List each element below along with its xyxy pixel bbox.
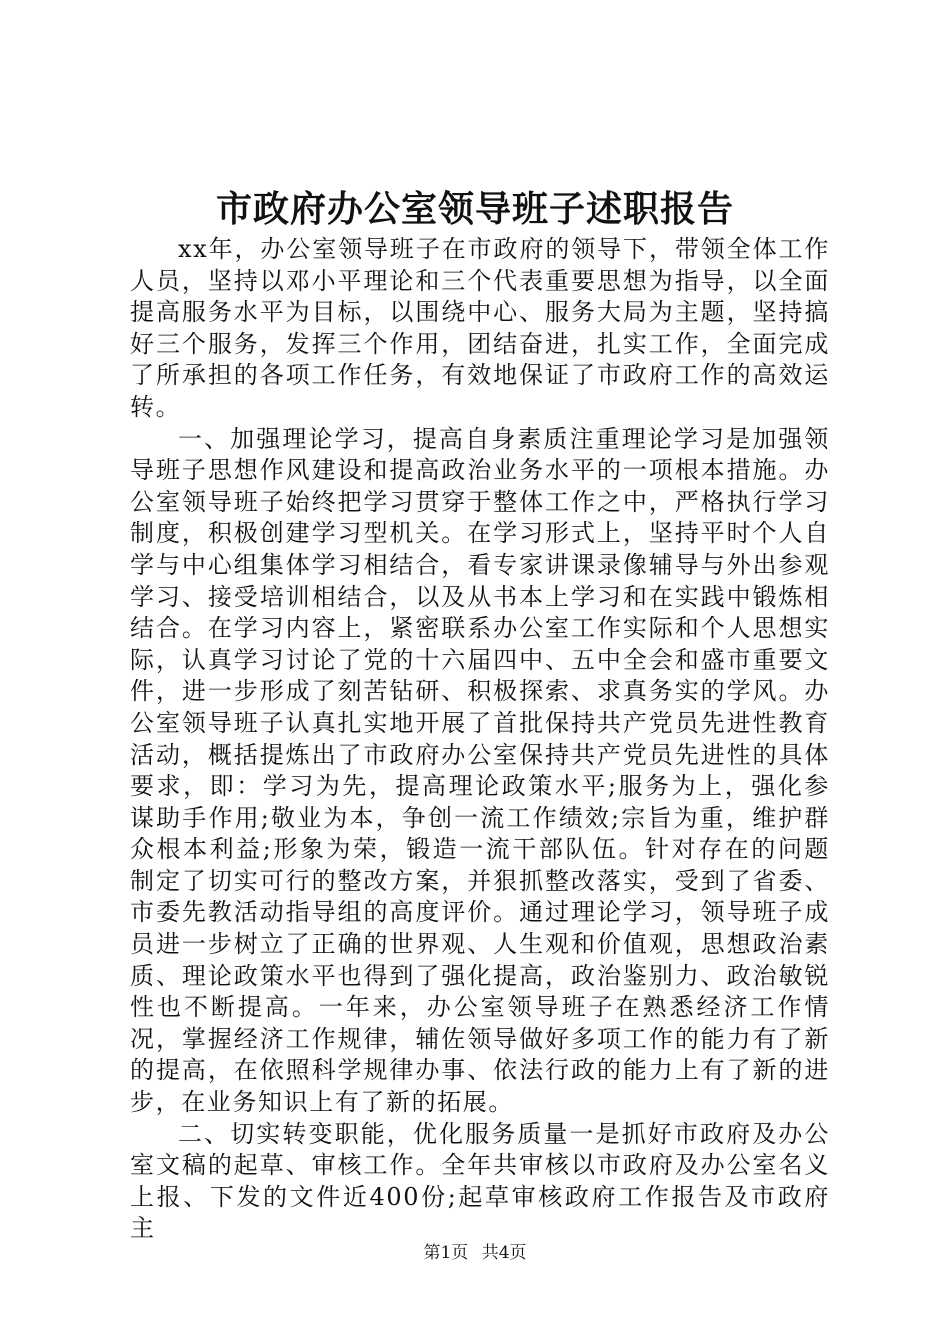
page-total: 共4页 [481,1243,527,1263]
document-body [130,234,830,1245]
page-number: 第1页 [423,1243,469,1263]
paragraph-section-2: 二、切实转变职能，优化服务质量一是抓好市政府及办公室文稿的起草、审核工作。全年共审核以市政府及办公室名义上报、下发的文件近400份;起草审核政府工作报告及市政府主 [130,1119,830,1243]
document-title: 市政府办公室领导班子述职报告 [215,188,734,230]
page-footer [0,1241,950,1265]
paragraph-section-1: 一、加强理论学习，提高自身素质注重理论学习是加强领导班子思想作风建设和提高政治业务水平的一项根本措施。办公室领导班子始终把学习贯穿于整体工作之中，严格执行学习制度，积极创建学习型机关。在学习形式上，坚持平时个人自学与中心组集体学习相结合，看专家讲课录像辅导与外出参观学习、接受培训相结合，以及从书本上学习和在实践中锻炼相结合。在学习内容上，紧密联系办公室工作实际和个人思想实际，认真学习讨论了党的十六届四中、五中全会和盛市重要文件，进一步形成了刻苦钻研、积极探索、求真务实的学风。办公室领导班子认真扎实地开展了首批保持共产党员先进性教育活动，概括提炼出了市政府办公室保持共产党员先进性的具体要求，即：学习为先，提高理论政策水平;服务为上，强化参谋助手作用;敬业为本，争创一流工作绩效;宗旨为重，维护群众根本利益;形象为荣，锻造一流干部队伍。针对存在的问题制定了切实可行的整改方案，并狠抓整改落实，受到了省委、市委先教活动指导组的高度评价。通过理论学习，领导班子成员进一步树立了正确的世界观、人生观和价值观，思想政治素质、理论政策水平也得到了强化提高，政治鉴别力、政治敏锐性也不断提高。一年来，办公室领导班子在熟悉经济工作情况，掌握经济工作规律，辅佐领导做好多项工作的能力有了新的提高，在依照科学规律办事、依法行政的能力上有了新的进步，在业务知识上有了新的拓展。 [130,424,830,1117]
paragraph-intro: xx年，办公室领导班子在市政府的领导下，带领全体工作人员，坚持以邓小平理论和三个代表重要思想为指导，以全面提高服务水平为目标，以围绕中心、服务大局为主题，坚持搞好三个服务，发挥三个作用，团结奋进，扎实工作，全面完成了所承担的各项工作任务，有效地保证了市政府工作的高效运转。 [130,235,830,421]
